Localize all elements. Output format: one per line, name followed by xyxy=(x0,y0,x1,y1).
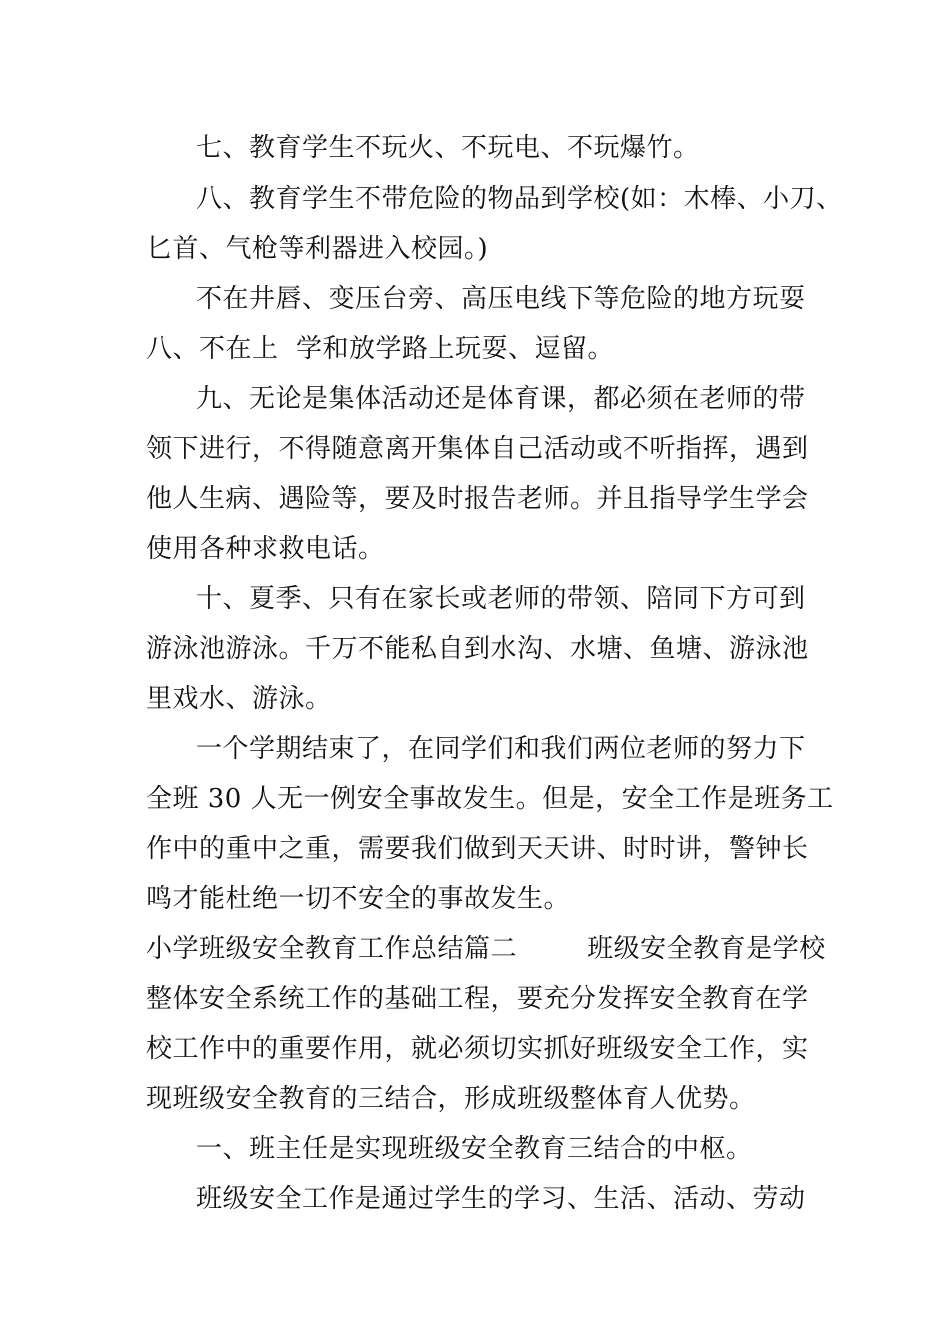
text-line: 整体安全系统工作的基础工程，要充分发挥安全教育在学 xyxy=(146,984,809,1014)
text-line: 八、不在上 学和放学路上玩耍、逗留。 xyxy=(146,334,615,364)
text-line: 全班 30 人无一例安全事故发生。但是，安全工作是班务工 xyxy=(146,784,834,814)
text-line: 游泳池游泳。千万不能私自到水沟、水塘、鱼塘、游泳池 xyxy=(146,634,809,664)
text-line: 作中的重中之重，需要我们做到天天讲、时时讲，警钟长 xyxy=(146,834,809,864)
text-line: 班级安全工作是通过学生的学习、生活、活动、劳动 xyxy=(196,1184,806,1214)
section-heading-line: 小学班级安全教育工作总结篇二 班级安全教育是学校 xyxy=(146,934,826,964)
text-line: 一、班主任是实现班级安全教育三结合的中枢。 xyxy=(196,1134,753,1164)
text-line: 十、夏季、只有在家长或老师的带领、陪同下方可到 xyxy=(196,584,806,614)
text-line: 校工作中的重要作用，就必须切实抓好班级安全工作，实 xyxy=(146,1034,809,1064)
text-line: 不在井唇、变压台旁、高压电线下等危险的地方玩耍 xyxy=(196,284,806,314)
text-line: 里戏水、游泳。 xyxy=(146,684,332,714)
text-line: 八、教育学生不带危险的物品到学校(如：木棒、小刀、 xyxy=(196,184,843,214)
text-line: 九、无论是集体活动还是体育课，都必须在老师的带 xyxy=(196,384,806,414)
text-line: 使用各种求救电话。 xyxy=(146,534,385,564)
text-line: 现班级安全教育的三结合，形成班级整体育人优势。 xyxy=(146,1084,756,1114)
text-line: 七、教育学生不玩火、不玩电、不玩爆竹。 xyxy=(196,133,700,163)
text-line: 一个学期结束了，在同学们和我们两位老师的努力下 xyxy=(196,734,806,764)
text-line: 领下进行，不得随意离开集体自己活动或不听指挥，遇到 xyxy=(146,434,809,464)
text-line: 匕首、气枪等利器进入校园。) xyxy=(146,234,489,264)
text-line: 他人生病、遇险等，要及时报告老师。并且指导学生学会 xyxy=(146,484,809,514)
text-line: 鸣才能杜绝一切不安全的事故发生。 xyxy=(146,884,571,914)
